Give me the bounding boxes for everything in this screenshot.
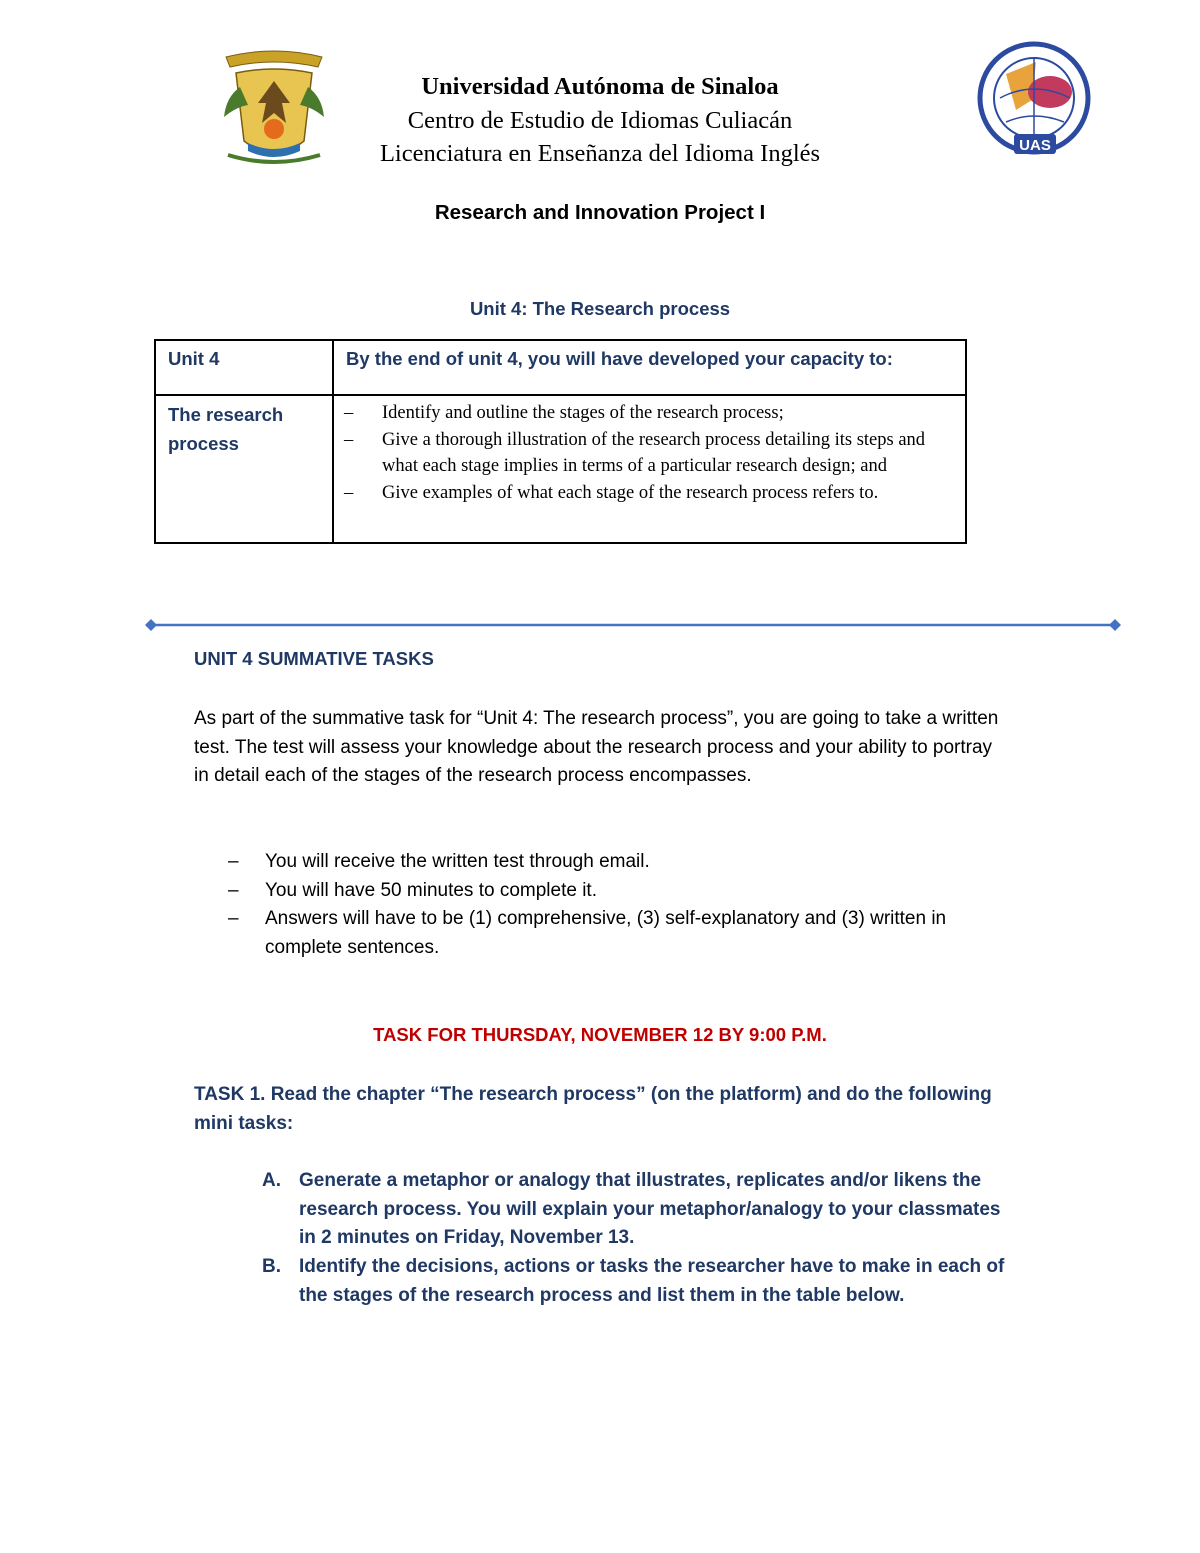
summative-paragraph: As part of the summative task for “Unit 4: The research process”, you are going to take a written test. The test will assess your knowledge about the research process and your ability to portray in detail each of the stages of the research process encompasses. xyxy=(194,708,999,787)
dash-bullet: – xyxy=(228,851,239,872)
list-item: – Answers will have to be (1) comprehensive, (3) self-explanatory and (3) written in complete sentences. xyxy=(228,905,988,962)
list-item: – Give a thorough illustration of the research process detailing its steps and what each stage implies in terms of a particular research design; and xyxy=(344,427,957,480)
task1-list xyxy=(262,1167,1022,1311)
summative-list xyxy=(228,848,988,963)
list-item: – You will receive the written test through email. xyxy=(228,848,988,877)
table-header-row xyxy=(155,340,966,395)
list-item: – Give examples of what each stage of the research process refers to. xyxy=(344,480,957,507)
objectives-cell xyxy=(333,395,966,543)
dash-bullet: – xyxy=(344,482,354,503)
summative-heading: UNIT 4 SUMMATIVE TASKS xyxy=(194,648,434,669)
section-divider xyxy=(143,617,1123,633)
list-item: B. Identify the decisions, actions or tasks the researcher have to make in each of the stages of the research process and list them in the table below. xyxy=(262,1253,1022,1310)
dash-bullet: – xyxy=(344,403,354,423)
logo-uas-text: UAS xyxy=(1019,137,1051,154)
unit-heading: Unit 4: The Research process xyxy=(469,298,731,319)
university-name: Universidad Autónoma de Sinaloa xyxy=(421,73,779,100)
list-item: – You will have 50 minutes to complete it. xyxy=(228,877,988,906)
institution-header xyxy=(0,70,1200,171)
list-item: A. Generate a metaphor or analogy that illustrates, replicates and/or likens the research process. You will explain your metaphor/analogy to your classmates in 2 minutes on Friday, November 13. xyxy=(262,1167,1022,1253)
dash-bullet: – xyxy=(228,879,239,901)
list-marker: A. xyxy=(262,1170,281,1191)
center-name: Centro de Estudio de Idiomas Culiacán xyxy=(407,106,793,134)
table-header-capacity: By the end of unit 4, you will have developed your capacity to: xyxy=(333,340,966,395)
dash-bullet: – xyxy=(344,429,354,450)
table-row xyxy=(155,395,966,543)
task1-intro: TASK 1. Read the chapter “The research process” (on the platform) and do the following mini tasks: xyxy=(194,1084,992,1134)
list-marker: B. xyxy=(262,1256,281,1278)
table-header-unit: Unit 4 xyxy=(155,340,333,395)
document-title: Research and Innovation Project I xyxy=(434,201,766,224)
table-row-label: The research process xyxy=(155,395,333,543)
deadline-heading: TASK FOR THURSDAY, NOVEMBER 12 BY 9:00 P.M. xyxy=(373,1024,827,1045)
list-item: – Identify and outline the stages of the research process; xyxy=(344,400,957,427)
objectives-list xyxy=(344,400,957,506)
program-name: Licenciatura en Enseñanza del Idioma Inglés xyxy=(379,140,821,167)
dash-bullet: – xyxy=(228,908,239,930)
unit-objectives-table xyxy=(154,339,967,544)
